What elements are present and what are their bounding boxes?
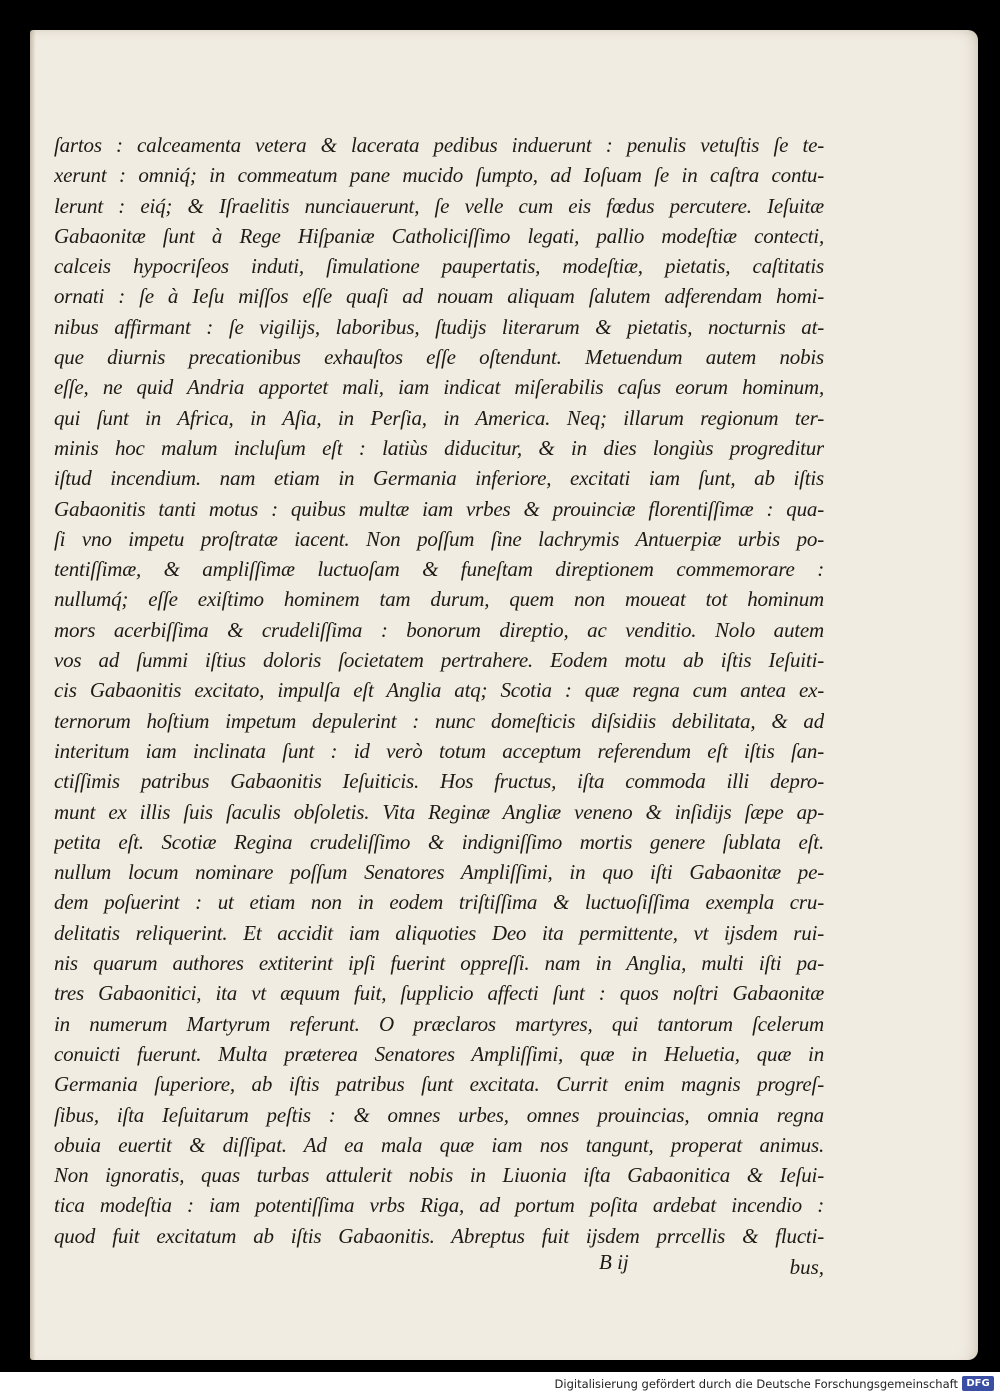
text-line: Non ignoratis, quas turbas attulerit nobis in Liuonia iſta Gabaonitica & Ieſui- bbox=[54, 1163, 824, 1188]
text-line: nullumq́; eſſe exiſtimo hominem tam durum, quem non moueat tot hominum bbox=[54, 587, 824, 612]
text-line: tica modeſtia : iam potentiſſima vrbs Riga, ad portum poſita ardebat incendio : bbox=[54, 1193, 824, 1218]
catchword: bus, bbox=[789, 1255, 824, 1279]
signature-mark: B ij bbox=[599, 1250, 629, 1274]
text-line: qui ſunt in Africa, in Aſia, in Perſia, in America. Neq; illarum regionum ter- bbox=[54, 405, 824, 430]
text-line: petita eſt. Scotiæ Regina crudeliſſimo & indigniſſimo mortis genere ſublata eſt. bbox=[54, 829, 824, 854]
text-line: ctiſſimis patribus Gabaonitis Ieſuiticis. Hos fructus, iſta commoda illi depro- bbox=[54, 769, 824, 794]
page-footer bbox=[54, 1250, 824, 1280]
text-line: tres Gabaonitici, ita vt æquum fuit, ſupplicio affecti ſunt : quos noſtri Gabaonitæ bbox=[54, 981, 824, 1006]
text-line: nibus affirmant : ſe vigilijs, laboribus, ſtudijs literarum & pietatis, nocturnis at- bbox=[54, 314, 824, 339]
dfg-logo: DFG bbox=[962, 1376, 994, 1391]
text-line: interitum iam inclinata ſunt : id verò totum acceptum referendum eſt iſtis ſan- bbox=[54, 738, 824, 763]
text-line: cis Gabaonitis excitato, impulſa eſt Anglia atq; Scotia : quæ regna cum antea ex- bbox=[54, 678, 824, 703]
text-line: ſartos : calceamenta vetera & lacerata pedibus induerunt : penulis vetuſtis ſe te- bbox=[54, 133, 824, 157]
text-line: tentiſſimæ, & ampliſſimæ luctuoſam & funeſtam direptionem commemorare : bbox=[54, 557, 824, 582]
page-gutter-shadow bbox=[30, 30, 36, 1360]
text-line: nis quarum authores extiterint ipſi fuerint oppreſſi. nam in Anglia, multi iſti pa- bbox=[54, 951, 824, 976]
text-line: in numerum Martyrum referunt. O præclaros martyres, qui tantorum ſcelerum bbox=[54, 1011, 824, 1036]
page-text-block bbox=[54, 130, 824, 1251]
text-line: calceis hypocriſeos induti, ſimulatione paupertatis, modeſtiæ, pietatis, caſtitatis bbox=[54, 254, 824, 279]
text-line: obuia euertit & diſſipat. Ad ea mala quæ iam nos tangunt, properat animus. bbox=[54, 1132, 824, 1157]
text-line: quod fuit excitatum ab iſtis Gabaonitis. Abreptus fuit ijsdem prrcellis & flucti- bbox=[54, 1223, 824, 1248]
text-line: Germania ſuperiore, ab iſtis patribus ſunt excitata. Currit enim magnis progreſ- bbox=[54, 1072, 824, 1097]
text-line: nullum locum nominare poſſum Senatores Ampliſſimi, in quo iſti Gabaonitæ pe- bbox=[54, 860, 824, 885]
text-line: dem poſuerint : ut etiam non in eodem triſtiſſima & luctuoſiſſima exempla cru- bbox=[54, 890, 824, 915]
text-line: munt ex illis ſuis ſaculis obſoletis. Vita Reginæ Angliæ veneno & inſidijs ſæpe ap- bbox=[54, 799, 824, 824]
text-line: delitatis reliquerint. Et accidit iam aliquoties Deo ita permittente, vt ijsdem rui- bbox=[54, 920, 824, 945]
text-line: Gabaonitis tanti motus : quibus multæ iam vrbes & prouinciæ florentiſſimæ : qua- bbox=[54, 496, 824, 521]
credit-text: Digitalisierung gefördert durch die Deutsche Forschungsgemeinschaft bbox=[554, 1377, 958, 1391]
text-line: vos ad ſummi iſtius doloris ſocietatem pertrahere. Eodem motu ab iſtis Ieſuiti- bbox=[54, 648, 824, 673]
book-page bbox=[30, 30, 978, 1360]
text-line: ſi vno impetu proſtratæ iacent. Non poſſum ſine lachrymis Antuerpiæ urbis po- bbox=[54, 526, 824, 551]
text-line: xerunt : omniq́; in commeatum pane mucido ſumpto, ad Ioſuam ſe in caſtra contu- bbox=[54, 163, 824, 188]
text-line: ornati : ſe à Ieſu miſſos eſſe quaſi ad nouam aliquam ſalutem adferendam homi- bbox=[54, 284, 824, 309]
text-line: mors acerbiſſima & crudeliſſima : bonorum direptio, ac venditio. Nolo autem bbox=[54, 617, 824, 642]
text-line: lerunt : eiq́; & Iſraelitis nunciauerunt, ſe velle cum eis fœdus percutere. Ieſuitæ bbox=[54, 193, 824, 218]
text-line: conuicti fuerunt. Multa præterea Senatores Ampliſſimi, quæ in Heluetia, quæ in bbox=[54, 1041, 824, 1066]
text-line: iſtud incendium. nam etiam in Germania inferiore, excitati iam ſunt, ab iſtis bbox=[54, 466, 824, 491]
text-line: Gabaonitæ ſunt à Rege Hiſpaniæ Catholiciſſimo legati, pallio modeſtiæ contecti, bbox=[54, 223, 824, 248]
text-line: ternorum hoſtium impetum depulerint : nunc domeſticis diſsidiis debilitata, & ad bbox=[54, 708, 824, 733]
text-line: minis hoc malum incluſum eſt : latiùs diducitur, & in dies longiùs progreditur bbox=[54, 435, 824, 460]
text-line: que diurnis precationibus exhauſtos eſſe oſtendunt. Metuendum autem nobis bbox=[54, 345, 824, 370]
text-line: eſſe, ne quid Andria apportet mali, iam indicat miſerabilis caſus eorum hominum, bbox=[54, 375, 824, 400]
text-line: ſibus, iſta Ieſuitarum peſtis : & omnes urbes, omnes prouincias, omnia regna bbox=[54, 1102, 824, 1127]
digitization-credit-bar bbox=[0, 1372, 1000, 1397]
